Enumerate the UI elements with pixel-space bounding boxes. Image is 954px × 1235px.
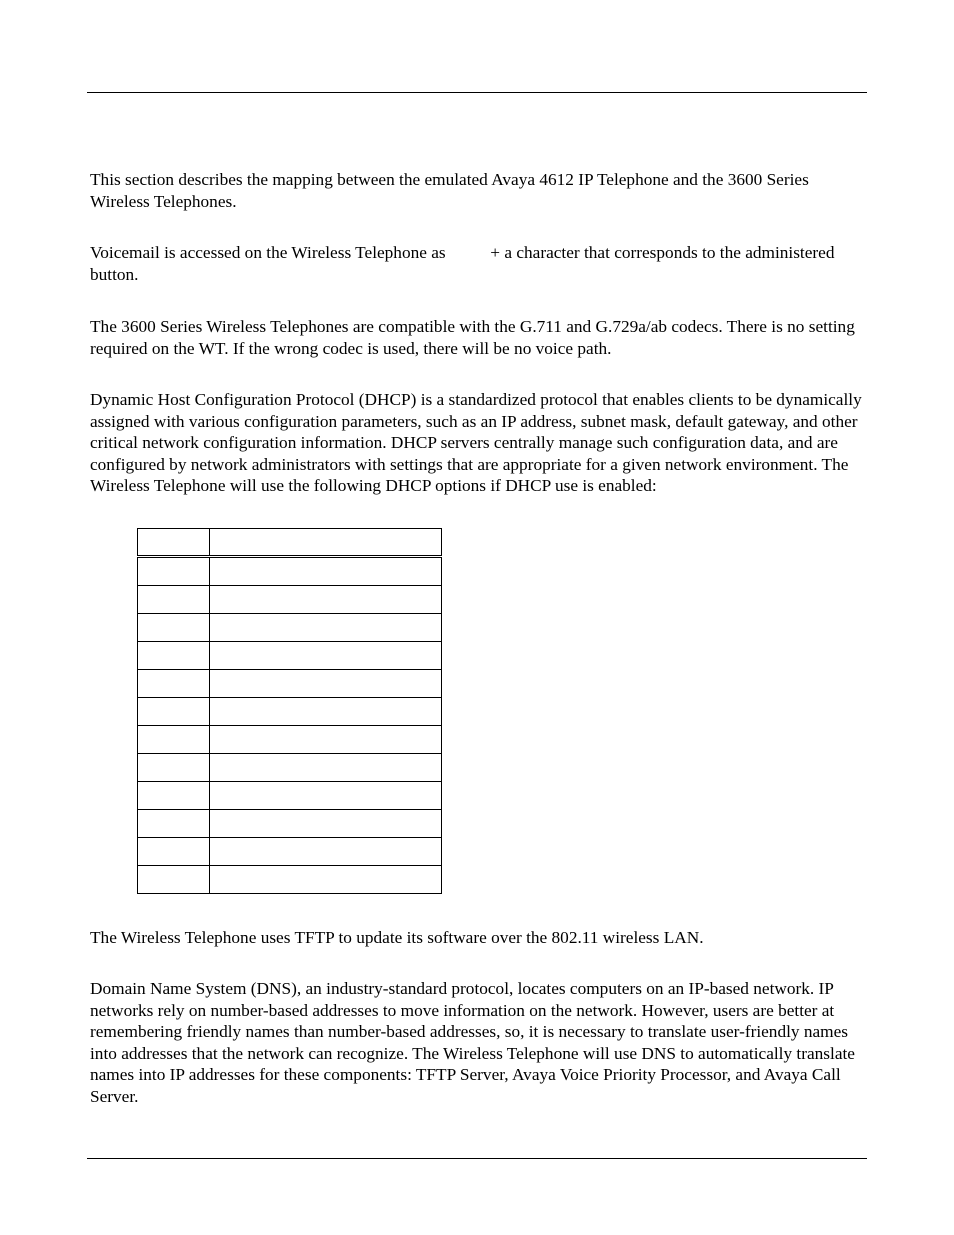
table-row xyxy=(138,642,442,670)
table-cell xyxy=(138,586,210,614)
table-cell xyxy=(138,670,210,698)
table-cell xyxy=(138,810,210,838)
table-cell xyxy=(138,866,210,894)
table-cell xyxy=(210,810,442,838)
table-row xyxy=(138,670,442,698)
table-header-cell-option xyxy=(138,529,210,557)
header-rule xyxy=(87,92,867,93)
intro-paragraph: This section describes the mapping between the emulated Avaya 4612 IP Telephone and the 3600 Series Wireless Telephones. xyxy=(90,170,809,211)
dns-paragraph: Domain Name System (DNS), an industry-standard protocol, locates computers on an IP-based network. IP networks rely on number-based addresses to move information on the network. However, users are better at remembering friendly names than number-based addresses, so, it is necessary to translate user-friendly names into addresses that the network can recognize. The Wireless Telephone will use DNS to automatically translate names into IP addresses for these components: TFTP Server, Avaya Voice Priority Processor, and Avaya Call Server. xyxy=(90,979,855,1106)
table-cell xyxy=(210,698,442,726)
table-cell xyxy=(138,614,210,642)
table-row xyxy=(138,782,442,810)
table-cell xyxy=(210,726,442,754)
table-cell xyxy=(138,557,210,586)
table-header-row xyxy=(138,529,442,557)
table-cell xyxy=(138,726,210,754)
table-cell xyxy=(138,838,210,866)
table-row xyxy=(138,838,442,866)
footer-rule xyxy=(87,1158,867,1159)
table-cell xyxy=(210,642,442,670)
table-row xyxy=(138,754,442,782)
dhcp-paragraph: Dynamic Host Configuration Protocol (DHCP) is a standardized protocol that enables clients to be dynamically assigned with various configuration parameters, such as an IP address, subnet mask, default gateway, and other critical network configuration information. DHCP servers centrally manage such configuration data, and are configured by network administrators with settings that are appropriate for a given network environment. The Wireless Telephone will use the following DHCP options if DHCP use is enabled: xyxy=(90,390,862,496)
voicemail-text-before: Voicemail is accessed on the Wireless Telephone as xyxy=(90,243,446,262)
table-cell xyxy=(210,670,442,698)
table-cell xyxy=(210,782,442,810)
table-cell xyxy=(210,586,442,614)
table-row xyxy=(138,866,442,894)
table-row xyxy=(138,614,442,642)
table-row xyxy=(138,810,442,838)
voicemail-text-after: + a character that corresponds to the administered button. xyxy=(90,243,835,284)
table-cell xyxy=(210,754,442,782)
codec-paragraph: The 3600 Series Wireless Telephones are compatible with the G.711 and G.729a/ab codecs. There is no setting required on the WT. If the wrong codec is used, there will be no voice path. xyxy=(90,317,855,358)
table-cell xyxy=(138,642,210,670)
table-header-cell-description xyxy=(210,529,442,557)
voicemail-paragraph xyxy=(90,242,866,285)
table-cell xyxy=(210,614,442,642)
table-row xyxy=(138,698,442,726)
dhcp-options-table xyxy=(137,528,442,894)
table-row xyxy=(138,586,442,614)
table-cell xyxy=(210,866,442,894)
table-row xyxy=(138,726,442,754)
table-cell xyxy=(138,698,210,726)
table-cell xyxy=(138,782,210,810)
table-cell xyxy=(210,557,442,586)
tftp-paragraph: The Wireless Telephone uses TFTP to update its software over the 802.11 wireless LAN. xyxy=(90,928,704,947)
table-cell xyxy=(138,754,210,782)
table-cell xyxy=(210,838,442,866)
table-row xyxy=(138,557,442,586)
